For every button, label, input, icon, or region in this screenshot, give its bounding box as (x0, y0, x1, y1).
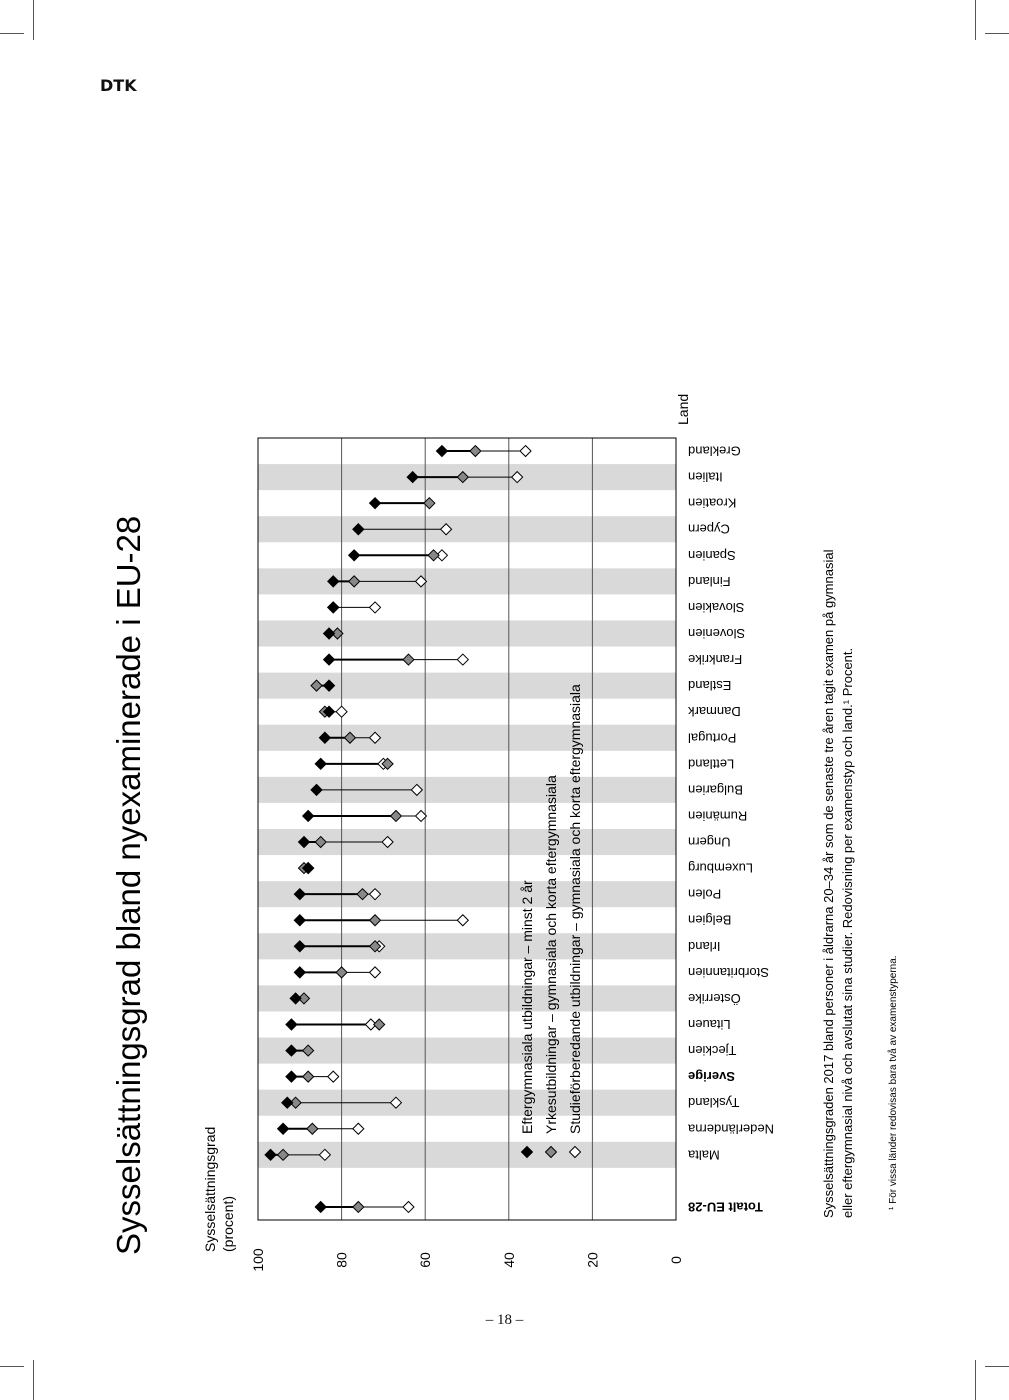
category-label: Malta (688, 1147, 720, 1163)
category-label: Österrike (688, 990, 741, 1006)
data-point (349, 550, 360, 561)
data-point (520, 446, 531, 457)
data-point (353, 1201, 364, 1212)
legend (519, 684, 583, 1158)
category-label: Totalt EU-28 (688, 1199, 763, 1215)
page-number: – 18 – (485, 1312, 524, 1328)
data-point (328, 602, 339, 613)
category-label: Sverige (688, 1069, 735, 1085)
chart-title: Sysselsättningsgrad bland nyexaminerade i EU-28 (110, 515, 147, 1255)
data-point (336, 967, 347, 978)
category-label: Luxemburg (688, 860, 754, 876)
category-label: Danmark (688, 704, 741, 720)
data-point (403, 654, 414, 665)
category-label: Tyskland (688, 1095, 740, 1111)
y-tick-label: 80 (333, 1252, 350, 1268)
category-group (687, 444, 774, 1215)
band (258, 516, 676, 542)
category-label: Italien (688, 469, 723, 485)
data-point (370, 602, 381, 613)
category-label: Nederländerna (688, 1121, 775, 1137)
data-point (315, 758, 326, 769)
legend-label: Yrkesutbildningar – gymnasiala och korta eftergymnasiala (543, 775, 559, 1134)
data-point (286, 1071, 297, 1082)
category-label: Lettland (688, 756, 735, 772)
category-label: Frankrike (688, 652, 743, 668)
data-point (390, 810, 401, 821)
data-point (315, 1201, 326, 1212)
data-point (353, 1123, 364, 1134)
category-label: Ungern (688, 834, 731, 850)
band (258, 1038, 676, 1064)
y-tick-label: 100 (250, 1248, 266, 1272)
data-point (370, 498, 381, 509)
band (258, 620, 676, 646)
data-point (403, 1201, 414, 1212)
category-label: Spanien (688, 547, 736, 563)
category-label: Estland (688, 678, 732, 694)
data-point (278, 1123, 289, 1134)
data-point (374, 1019, 385, 1030)
data-point (436, 446, 447, 457)
data-point (307, 1123, 318, 1134)
data-point (286, 1019, 297, 1030)
data-point (428, 550, 439, 561)
category-label: Irland (688, 938, 721, 954)
data-point (294, 967, 305, 978)
x-axis-label: Land (675, 393, 691, 425)
y-tick-label: 40 (500, 1252, 517, 1268)
data-point (336, 706, 347, 717)
category-label: Belgien (688, 912, 732, 928)
data-point (294, 915, 305, 926)
y-tick-label: 0 (668, 1256, 684, 1264)
data-point (324, 654, 335, 665)
data-point (470, 446, 481, 457)
y-tick-label: 20 (584, 1252, 601, 1268)
header-tag: DTK (100, 76, 137, 95)
y-axis-label-line1: Sysselsättningsgrad (202, 1126, 218, 1252)
category-label: Finland (688, 573, 731, 589)
data-point (303, 1071, 314, 1082)
footnote: ¹ För vissa länder redovisas bara två av examenstyperna. (888, 955, 899, 1210)
data-point (303, 810, 314, 821)
category-label: Storbritannien (688, 964, 769, 980)
category-label: Bulgarien (688, 782, 743, 798)
band (258, 985, 676, 1011)
category-label: Grekland (688, 443, 741, 459)
category-label: Polen (688, 886, 722, 902)
legend-label: Studieförberedande utbildningar – gymnasiala och korta eftergymnasiala (567, 684, 583, 1134)
data-point (328, 1071, 339, 1082)
data-point (370, 915, 381, 926)
data-point (457, 654, 468, 665)
y-axis-label-line2: (procent) (220, 1195, 236, 1252)
category-label: Portugal (688, 730, 737, 746)
tick-group (250, 1248, 684, 1272)
category-label: Rumänien (688, 808, 748, 824)
caption-line2: eller eftergymnasial nivå och avslutat sina studier. Redovisning per examenstyp och land.¹ Procent. (840, 647, 855, 1218)
y-tick-label: 60 (417, 1252, 434, 1268)
category-label: Litauen (688, 1017, 731, 1032)
category-label: Slovenien (688, 626, 746, 641)
data-point (457, 915, 468, 926)
caption-line1: Sysselsättningsgraden 2017 bland personer i åldrarna 20–34 år som de senaste tre åren tagit examen på gymnasial (821, 549, 836, 1218)
data-point (370, 967, 381, 978)
category-label: Slovakien (688, 599, 745, 615)
category-label: Cypern (688, 521, 730, 537)
category-label: Tjeckien (688, 1043, 737, 1059)
legend-label: Eftergymnasiala utbildningar – minst 2 år (519, 880, 535, 1134)
band (258, 568, 676, 594)
category-label: Kroatien (688, 495, 737, 511)
